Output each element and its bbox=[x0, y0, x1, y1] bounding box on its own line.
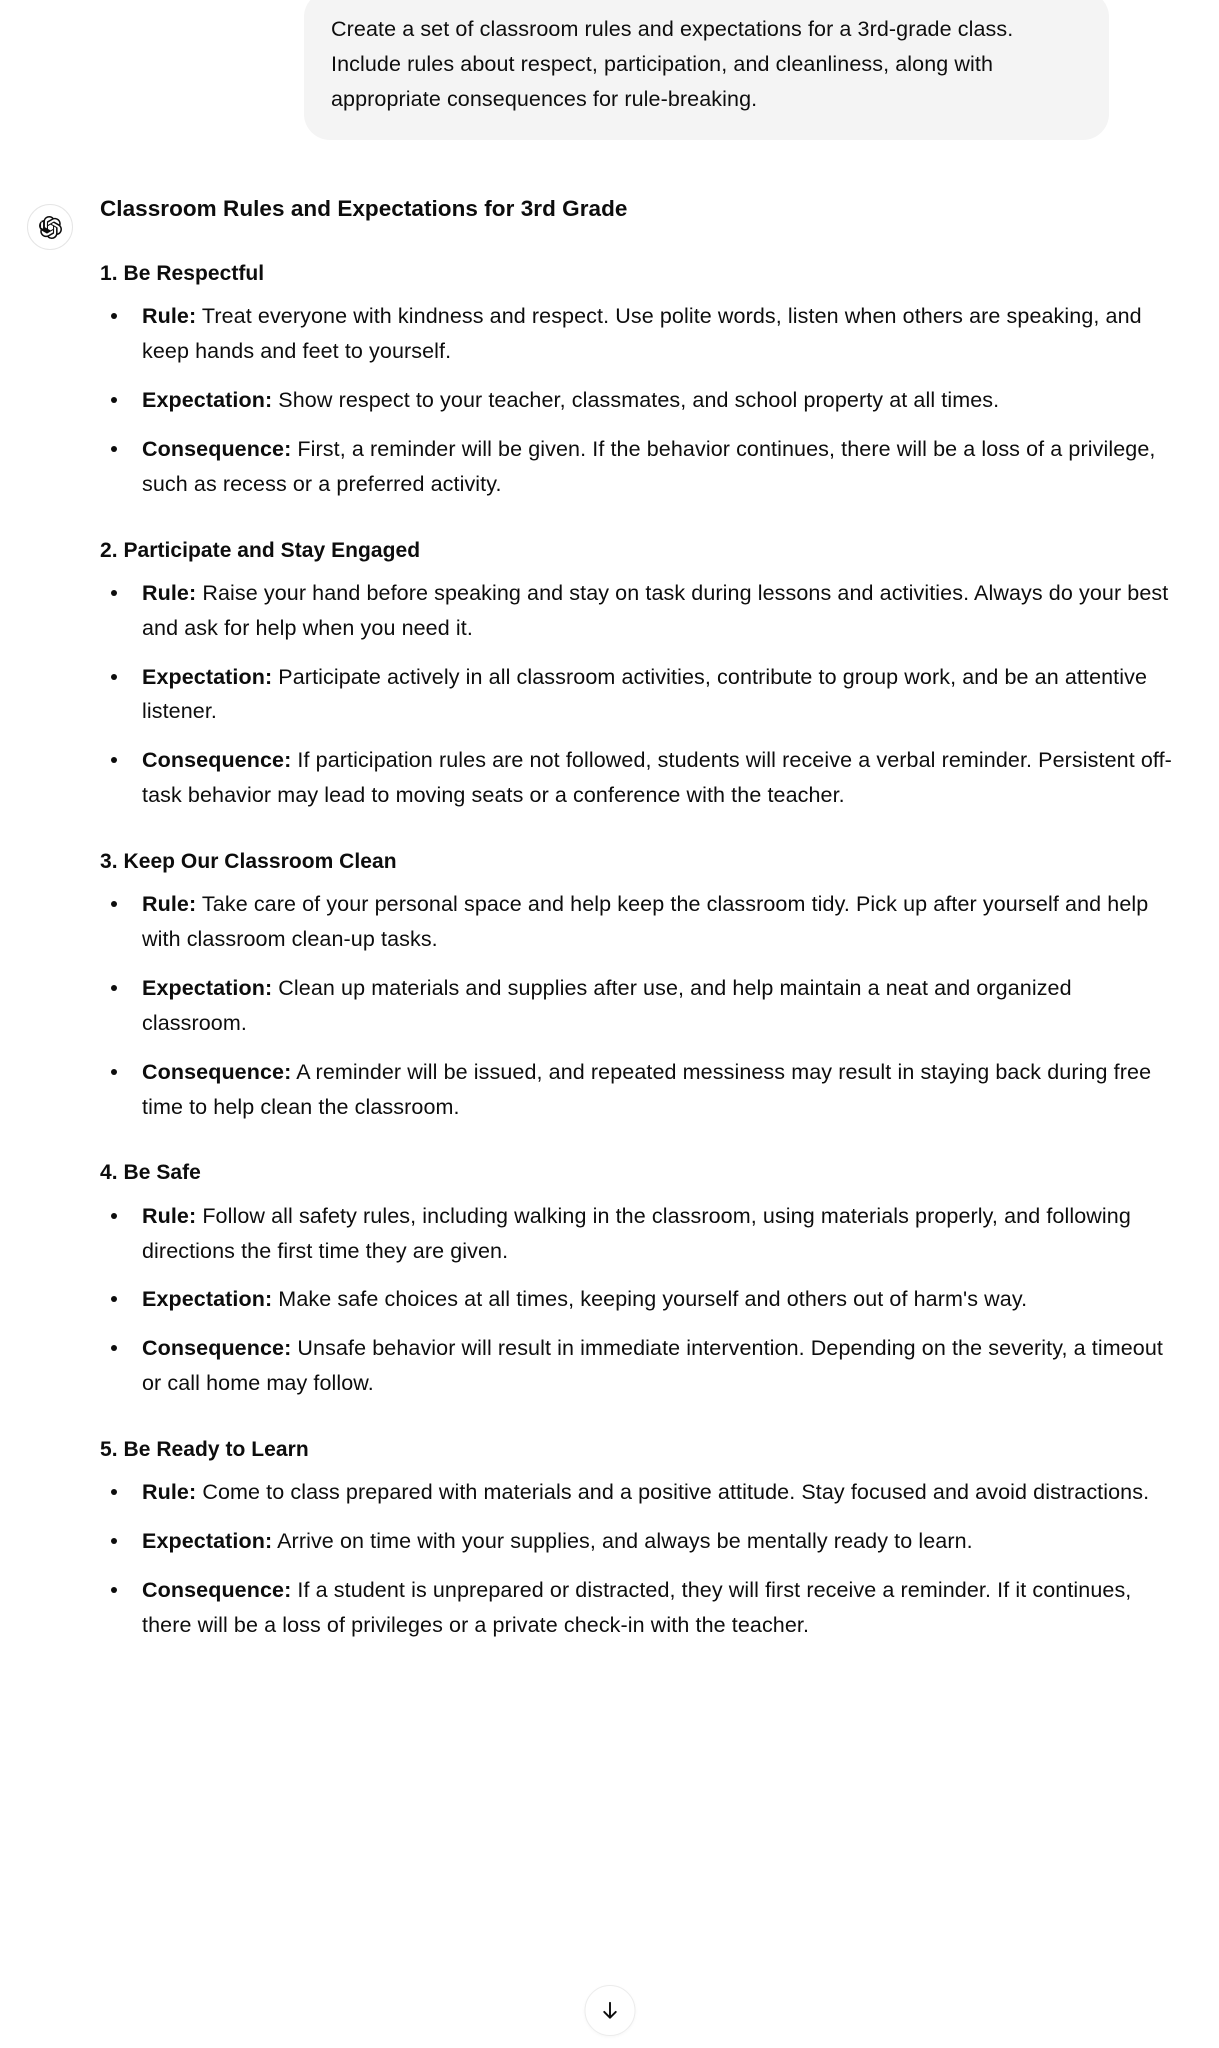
item-label: Rule: bbox=[142, 304, 197, 329]
response-title: Classroom Rules and Expectations for 3rd Grade bbox=[100, 196, 628, 222]
item-label: Rule: bbox=[142, 1480, 197, 1505]
item-text: Make safe choices at all times, keeping yourself and others out of harm's way. bbox=[272, 1287, 1028, 1312]
item-label: Expectation: bbox=[142, 664, 273, 689]
item-text: If participation rules are not followed, students will receive a verbal reminder. Persistent off-task behavior may lead to moving seats or a conference with the teacher. bbox=[142, 748, 1172, 808]
item-label: Consequence: bbox=[142, 436, 292, 461]
item-text: First, a reminder will be given. If the behavior continues, there will be a loss of a privilege, such as recess or a preferred activity. bbox=[142, 436, 1156, 496]
item-label: Consequence: bbox=[142, 1336, 292, 1361]
item-label: Rule: bbox=[142, 892, 197, 917]
section-heading-4: 4. Be Safe bbox=[100, 1161, 201, 1185]
section-heading-2: 2. Participate and Stay Engaged bbox=[100, 538, 421, 562]
scroll-to-bottom-button[interactable] bbox=[584, 1985, 635, 2036]
list-item bbox=[100, 383, 1179, 418]
section-list-5 bbox=[100, 1475, 1179, 1642]
section-list-3 bbox=[100, 887, 1179, 1124]
list-item bbox=[100, 1199, 1179, 1269]
list-item bbox=[100, 743, 1179, 813]
item-text: Treat everyone with kindness and respect. Use polite words, listen when others are speaking, and keep hands and feet to yourself. bbox=[142, 304, 1142, 364]
user-message-bubble[interactable]: Create a set of classroom rules and expectations for a 3rd-grade class. Include rules about respect, participation, and cleanliness, along with appropriate consequences for rule-breaking. bbox=[304, 0, 1109, 140]
item-text: Raise your hand before speaking and stay on task during lessons and activities. Always do your best and ask for help when you need it. bbox=[142, 581, 1169, 640]
list-item bbox=[100, 299, 1179, 369]
item-label: Consequence: bbox=[142, 1059, 292, 1084]
section-list-4 bbox=[100, 1199, 1179, 1401]
list-item bbox=[100, 432, 1179, 502]
openai-logo-icon bbox=[38, 215, 63, 240]
item-text: Clean up materials and supplies after use, and help maintain a neat and organized classroom. bbox=[142, 976, 1072, 1035]
list-item bbox=[100, 1573, 1179, 1643]
item-label: Expectation: bbox=[142, 1529, 273, 1554]
list-item bbox=[100, 1282, 1179, 1317]
list-item bbox=[100, 1331, 1179, 1401]
item-label: Expectation: bbox=[142, 976, 273, 1001]
item-label: Consequence: bbox=[142, 1578, 292, 1603]
item-text: Show respect to your teacher, classmates, and school property at all times. bbox=[272, 388, 1000, 413]
list-item bbox=[100, 971, 1179, 1041]
section-list-2 bbox=[100, 576, 1179, 813]
assistant-message-content bbox=[73, 193, 1179, 1642]
item-text: Follow all safety rules, including walking in the classroom, using materials properly, and following directions the first time they are given. bbox=[142, 1203, 1131, 1263]
item-text: Unsafe behavior will result in immediate intervention. Depending on the severity, a timeout or call home may follow. bbox=[142, 1336, 1163, 1396]
arrow-down-icon bbox=[598, 1999, 621, 2022]
list-item bbox=[100, 887, 1179, 957]
assistant-message-turn bbox=[0, 140, 1219, 1642]
user-message-turn bbox=[0, 0, 1219, 140]
assistant-avatar bbox=[27, 204, 73, 250]
item-label: Expectation: bbox=[142, 388, 273, 413]
item-text: Participate actively in all classroom activities, contribute to group work, and be an attentive listener. bbox=[142, 664, 1148, 724]
item-text: Take care of your personal space and help keep the classroom tidy. Pick up after yourself and help with classroom clean-up tasks. bbox=[142, 892, 1149, 952]
item-text: A reminder will be issued, and repeated messiness may result in staying back during free time to help clean the classroom. bbox=[142, 1059, 1152, 1119]
item-label: Expectation: bbox=[142, 1287, 273, 1312]
list-item bbox=[100, 1524, 1179, 1559]
list-item bbox=[100, 1055, 1179, 1125]
list-item bbox=[100, 576, 1179, 646]
item-label: Rule: bbox=[142, 1203, 197, 1228]
item-text: Arrive on time with your supplies, and always be mentally ready to learn. bbox=[272, 1529, 973, 1554]
item-text: Come to class prepared with materials and a positive attitude. Stay focused and avoid distractions. bbox=[196, 1480, 1150, 1505]
section-heading-3: 3. Keep Our Classroom Clean bbox=[100, 849, 397, 873]
list-item bbox=[100, 660, 1179, 730]
item-text: If a student is unprepared or distracted, they will first receive a reminder. If it continues, there will be a loss of privileges or a private check-in with the teacher. bbox=[142, 1578, 1132, 1637]
section-heading-1: 1. Be Respectful bbox=[100, 261, 265, 285]
item-label: Consequence: bbox=[142, 748, 292, 773]
section-heading-5: 5. Be Ready to Learn bbox=[100, 1437, 309, 1461]
section-list-1 bbox=[100, 299, 1179, 501]
item-label: Rule: bbox=[142, 581, 197, 605]
list-item bbox=[100, 1475, 1179, 1510]
